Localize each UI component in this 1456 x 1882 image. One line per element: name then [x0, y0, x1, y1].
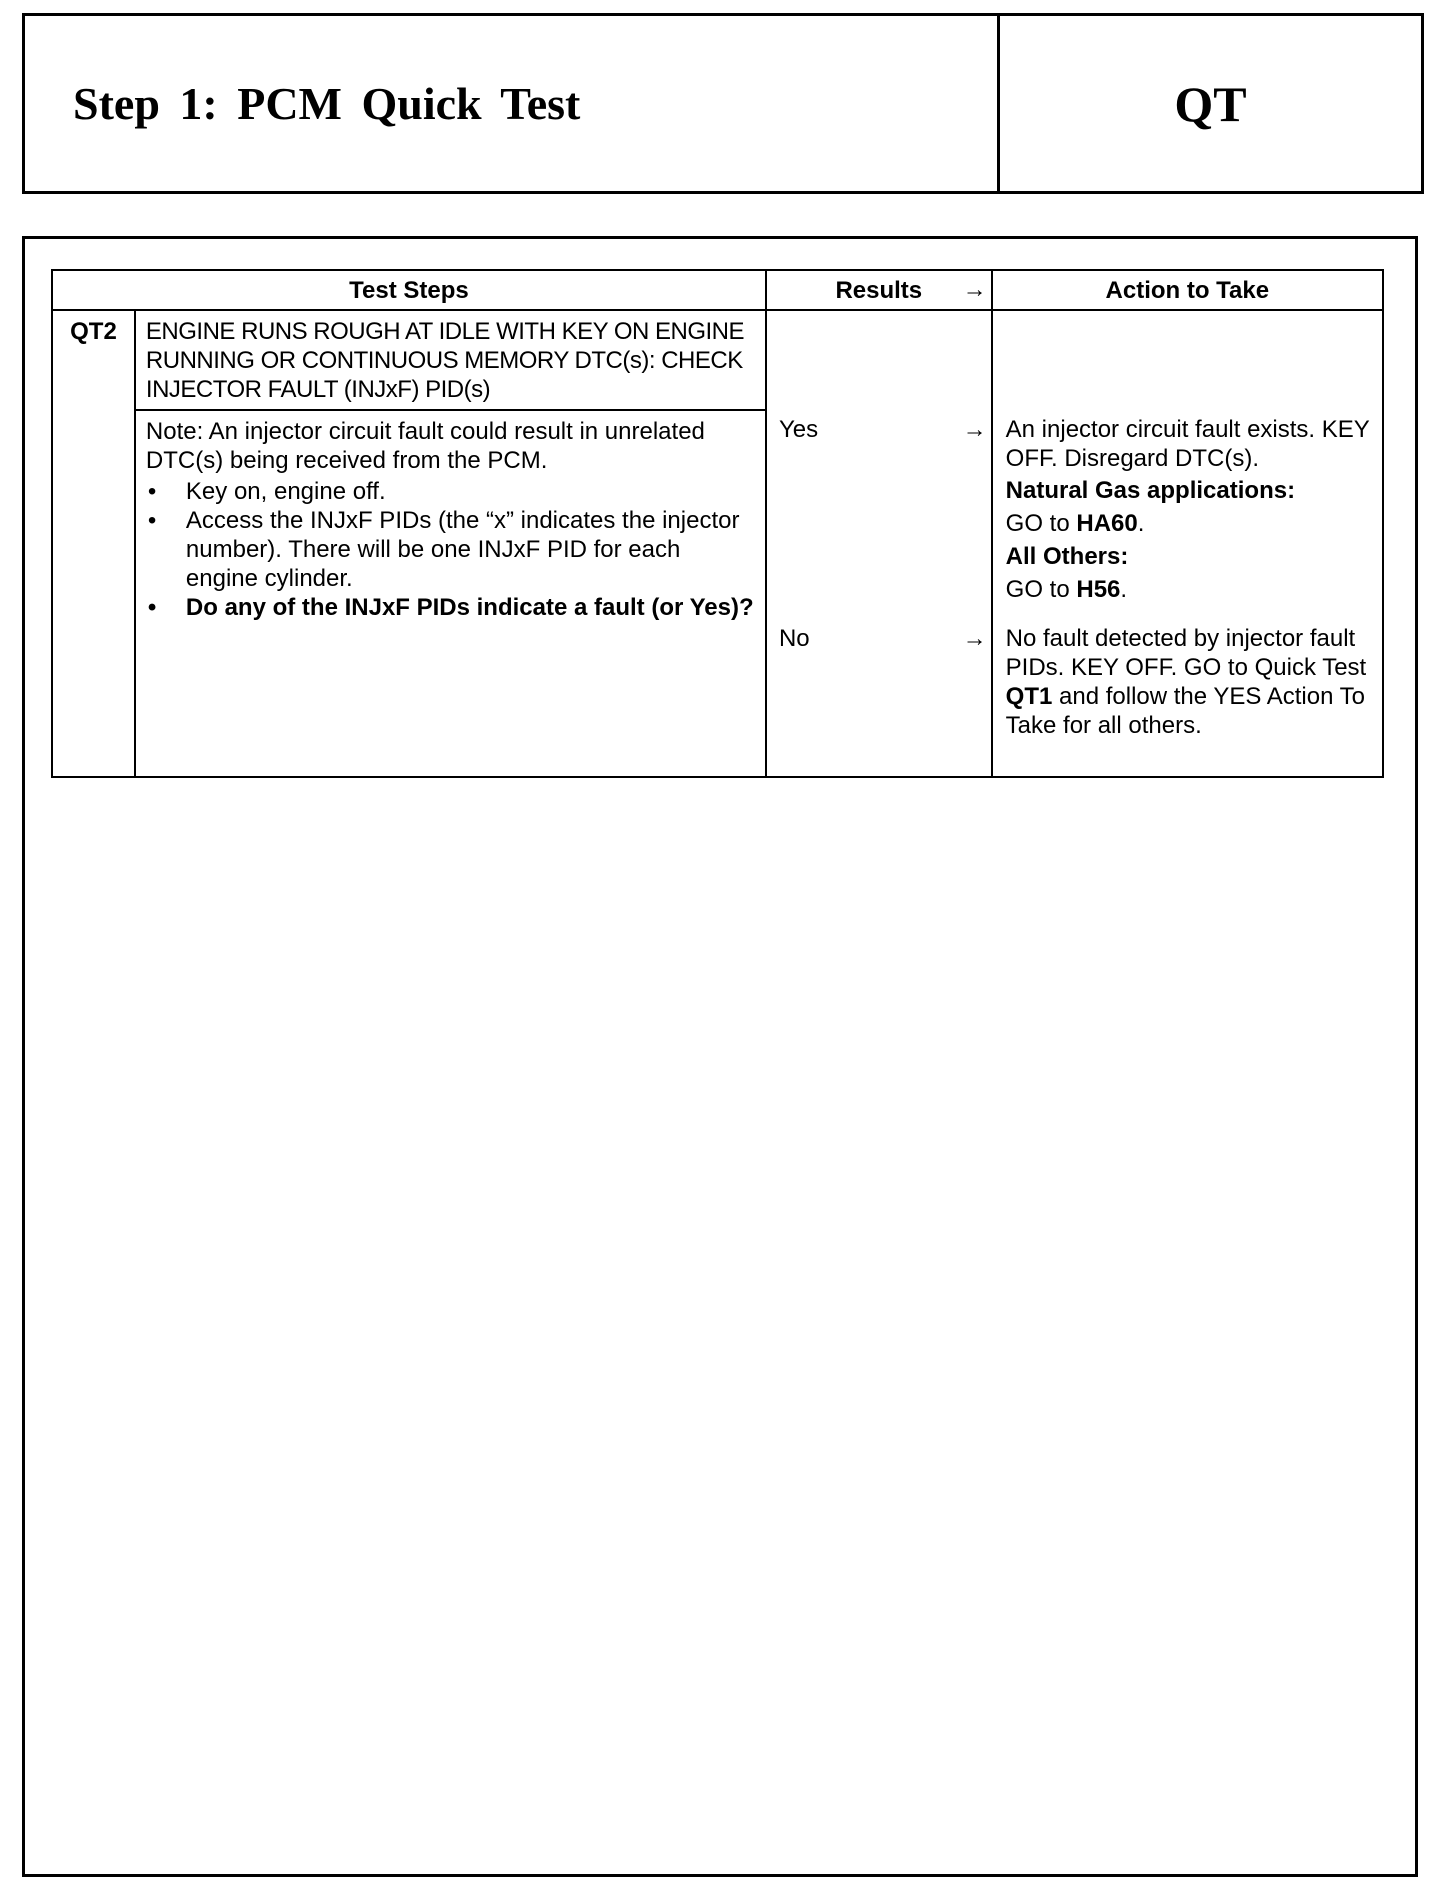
page-header — [22, 13, 1424, 194]
result-yes-arrow-icon: → — [962, 416, 987, 443]
results-cell — [766, 310, 992, 777]
action-cell — [992, 310, 1383, 777]
action-header: Action to Take — [992, 270, 1383, 310]
section-code: QT — [1174, 75, 1247, 132]
action-no — [1006, 624, 1374, 740]
step-body — [135, 410, 766, 777]
action-natgas-go — [1006, 509, 1374, 538]
step-id: QT2 — [52, 310, 135, 410]
results-header — [766, 270, 992, 310]
step-note: Note: An injector circuit fault could result in unrelated DTC(s) being received from the PCM. — [145, 418, 705, 475]
action-no-text-1: No fault detected by injector fault PIDs. KEY OFF. GO to Quick Test — [1005, 625, 1367, 681]
list-item: • Key on, engine off. — [146, 477, 755, 506]
results-arrow-icon: → — [962, 276, 987, 303]
table-header-row — [52, 270, 1383, 310]
page-title: Step 1: PCM Quick Test — [25, 16, 1000, 191]
result-yes-label: Yes — [778, 416, 819, 443]
test-steps-table — [51, 269, 1384, 778]
step-title: ENGINE RUNS ROUGH AT IDLE WITH KEY ON ENGINE RUNNING OR CONTINUOUS MEMORY DTC(s): CHECK INJECTOR FAULT (INJxF) PID(s) — [135, 310, 766, 410]
step-id-blank — [52, 410, 135, 777]
go-to-text: GO to — [1005, 510, 1070, 537]
go-to-text: GO to — [1005, 576, 1070, 603]
result-no — [779, 624, 987, 653]
test-steps-header: Test Steps — [52, 270, 766, 310]
action-no-text-2: and follow the YES Action To Take for all others. — [1005, 683, 1366, 739]
period: . — [1137, 510, 1145, 537]
result-no-label: No — [778, 625, 810, 652]
step-bullet-list — [146, 477, 755, 622]
result-yes — [779, 415, 987, 444]
link-qt1: QT1 — [1005, 683, 1053, 710]
action-others-go — [1006, 575, 1374, 604]
step-title-row — [52, 310, 1383, 410]
result-no-arrow-icon: → — [962, 625, 987, 652]
link-h56: H56 — [1076, 576, 1121, 603]
action-yes-text: An injector circuit fault exists. KEY OFF. Disregard DTC(s). — [1005, 416, 1370, 472]
action-others-label: All Others: — [1005, 543, 1129, 570]
list-item: • Access the INJxF PIDs (the “x” indicates the injector number). There will be one INJxF PID for each engine cylinder. — [146, 506, 755, 593]
list-item: • Do any of the INJxF PIDs indicate a fault (or Yes)? — [146, 593, 755, 622]
action-natgas-label: Natural Gas applications: — [1005, 477, 1296, 504]
period: . — [1120, 576, 1128, 603]
action-yes — [1006, 415, 1374, 604]
results-header-label: Results — [835, 276, 923, 304]
link-ha60: HA60 — [1076, 510, 1138, 537]
